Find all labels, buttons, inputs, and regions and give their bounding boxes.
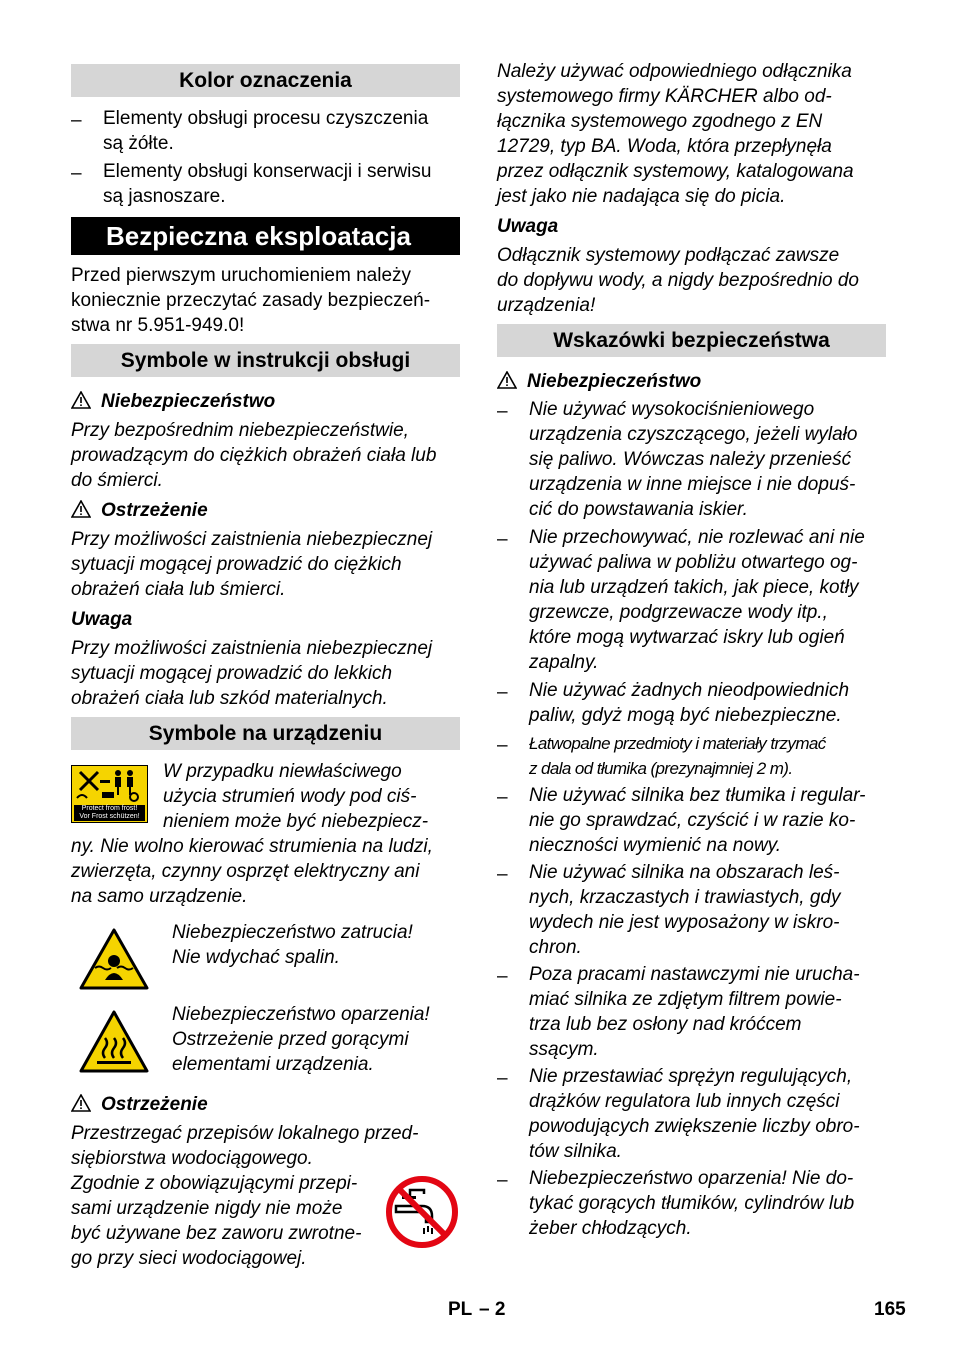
intro-line-1: Przed pierwszym uruchomieniem należy: [71, 265, 412, 286]
dash-marker: –: [497, 1068, 508, 1089]
safety-heading: Wskazówki bezpieczeństwa: [497, 324, 886, 357]
safety-item-4-line-2: z dala od tłumika (prezynajmniej 2 m).: [529, 759, 793, 778]
warning2-label-row: [71, 1092, 208, 1117]
safety-item-6-line-1: Nie używać silnika na obszarach leś-: [529, 862, 840, 883]
dash-marker: –: [497, 1170, 508, 1191]
intro-line-3: stwa nr 5.951-949.0!: [71, 315, 245, 336]
safety-item-8-line-2: drążków regulatora lub innych części: [529, 1091, 840, 1112]
symbole-heading: Symbole w instrukcji obsługi: [71, 344, 460, 377]
footer-language: PL: [448, 1299, 473, 1320]
footer-page-number: 165: [874, 1299, 906, 1320]
hot-surface-warning-icon: [79, 1010, 149, 1073]
warning-triangle-icon: [71, 1094, 91, 1112]
safety-item-2-line-3: nia lub urządzeń takich, jak piece, kotły: [529, 577, 859, 598]
safety-item-6-line-4: chron.: [529, 937, 582, 958]
safety-item-9-line-2: tykać gorących tłumików, cylindrów lub: [529, 1193, 855, 1214]
safety-item-1-line-3: się paliwo. Wówczas należy przenieść: [529, 449, 852, 470]
dash-marker: –: [497, 787, 508, 808]
intro-line-2: koniecznie przeczytać zasady bezpieczeń-: [71, 290, 431, 311]
safety-item-1-line-4: urządzenia w inne miejsce i nie dopuś-: [529, 474, 856, 495]
safety-item-2-line-4: grzewcze, podgrzewacze wody itp.,: [529, 602, 828, 623]
safety-item-2-line-1: Nie przechowywać, nie rozlewać ani nie: [529, 527, 865, 548]
safety-item-1-line-5: cić do powstawania iskier.: [529, 499, 748, 520]
safety-item-2-line-6: zapalny.: [529, 652, 599, 673]
not-drinking-water-icon: [386, 1176, 458, 1248]
dash-marker: –: [497, 401, 508, 422]
safety-item-7-line-1: Poza pracami nastawczymi nie urucha-: [529, 964, 860, 985]
footer-page-sequence: – 2: [479, 1299, 506, 1320]
right-top-line-2: systemowego firmy KÄRCHER albo od-: [497, 86, 832, 107]
warning-text-line-1: Przy możliwości zaistnienia niebezpiecznej: [71, 529, 433, 550]
safety-item-5-line-1: Nie używać silnika bez tłumika i regular-: [529, 785, 866, 806]
safety-item-4-line-1: Łatwopalne przedmioty i materiały trzymać: [529, 734, 826, 753]
safety-item-6-line-2: nych, krzaczastych i trawiastych, gdy: [529, 887, 841, 908]
warning2-text-line-5: być używane bez zaworu zwrotne-: [71, 1223, 362, 1244]
right-caution-line-2: do dopływu wody, a nigdy bezpośrednio do: [497, 270, 859, 291]
jet-text-line-4: ny. Nie wolno kierować strumienia na ludzi,: [71, 836, 433, 857]
safety-item-9-line-1: Niebezpieczeństwo oparzenia! Nie do-: [529, 1168, 854, 1189]
safety-item-7-line-3: trza lub bez osłony nad króćcem: [529, 1014, 802, 1035]
warning2-text-line-3: Zgodnie z obowiązującymi przepi-: [71, 1173, 358, 1194]
safety-item-2-line-5: które mogą wytwarzać iskry lub ogień: [529, 627, 845, 648]
safety-item-5-line-3: nieczności wymienić na nowy.: [529, 835, 782, 856]
kolor-item-1-line-1: Elementy obsługi procesu czyszczenia: [103, 108, 429, 129]
right-top-line-4: 12729, typ BA. Woda, która przepłynęła: [497, 136, 832, 157]
safety-item-1-line-1: Nie używać wysokociśnieniowego: [529, 399, 815, 420]
warning2-label: Ostrzeżenie: [101, 1094, 208, 1115]
right-top-line-1: Należy używać odpowiedniego odłącznika: [497, 61, 852, 82]
jet-text-line-6: na samo urządzenie.: [71, 886, 248, 907]
jet-text-line-1: W przypadku niewłaściwego: [163, 761, 402, 782]
kolor-item-2-line-1: Elementy obsługi konserwacji i serwisu: [103, 161, 432, 182]
dash-marker: –: [497, 682, 508, 703]
warning-text-line-3: obrażeń ciała lub śmierci.: [71, 579, 286, 600]
right-top-line-3: łącznika systemowego zgodnego z EN: [497, 111, 823, 132]
caution-text-line-3: obrażeń ciała lub szkód materialnych.: [71, 688, 388, 709]
warning-triangle-icon: [71, 500, 91, 518]
dash-marker: –: [497, 529, 508, 550]
danger-text-line-1: Przy bezpośrednim niebezpieczeństwie,: [71, 420, 409, 441]
safety-item-5-line-2: nie go sprawdzać, czyścić i w razie ko-: [529, 810, 856, 831]
warning-triangle-icon: [497, 371, 517, 389]
warning-triangle-icon: [71, 391, 91, 409]
safety-item-8-line-4: tów silnika.: [529, 1141, 622, 1162]
safety-item-8-line-3: powodujących zwiększenie liczby obro-: [529, 1116, 860, 1137]
warning2-text-line-1: Przestrzegać przepisów lokalnego przed-: [71, 1123, 419, 1144]
danger-label-row: [71, 389, 275, 414]
poison-text-line-1: Niebezpieczeństwo zatrucia!: [172, 922, 413, 943]
safety-item-3-line-1: Nie używać żadnych nieodpowiednich: [529, 680, 850, 701]
poison-text-line-2: Nie wdychać spalin.: [172, 947, 340, 968]
jet-text-line-3: nieniem może być niebezpiecz-: [163, 811, 429, 832]
danger-text-line-3: do śmierci.: [71, 470, 163, 491]
dash-marker: –: [71, 110, 82, 131]
kolor-heading: Kolor oznaczenia: [71, 64, 460, 97]
warning-text-line-2: sytuacji mogącej prowadzić do ciężkich: [71, 554, 402, 575]
warning2-text-line-6: go przy sieci wodociągowej.: [71, 1248, 307, 1269]
right-caution-line-3: urządzenia!: [497, 295, 596, 316]
burn-text-line-1: Niebezpieczeństwo oparzenia!: [172, 1004, 430, 1025]
caution-label: Uwaga: [71, 609, 133, 630]
safety-item-8-line-1: Nie przestawiać sprężyn regulujących,: [529, 1066, 853, 1087]
right-top-line-6: jest jako nie nadająca się do picia.: [497, 186, 786, 207]
jet-warning-sticker: [71, 765, 148, 823]
safety-item-7-line-2: miać silnika ze zdjętym filtrem powie-: [529, 989, 842, 1010]
frost-label-line-1: Protect from frost!: [74, 805, 145, 813]
jet-danger-pictogram-icon: [72, 766, 147, 804]
caution-text-line-1: Przy możliwości zaistnienia niebezpiecznej: [71, 638, 433, 659]
poison-gas-warning-icon: [79, 928, 149, 990]
right-caution-label: Uwaga: [497, 216, 559, 237]
kolor-item-2-line-2: są jasnoszare.: [103, 186, 226, 207]
safety-item-6-line-3: wydech nie jest wyposażony w iskro-: [529, 912, 840, 933]
safety-item-1-line-2: urządzenia czyszczącego, jeżeli wylało: [529, 424, 858, 445]
safety-item-3-line-2: paliw, gdyż mogą być niebezpieczne.: [529, 705, 842, 726]
safety-item-9-line-3: żeber chłodzących.: [529, 1218, 692, 1239]
burn-text-line-2: Ostrzeżenie przed gorącymi: [172, 1029, 409, 1050]
dash-marker: –: [497, 735, 508, 756]
dash-marker: –: [497, 966, 508, 987]
jet-text-line-5: zwierzęta, czynny osprzęt elektryczny ani: [71, 861, 420, 882]
dash-marker: –: [71, 163, 82, 184]
device-symbols-heading: Symbole na urządzeniu: [71, 717, 460, 750]
caution-text-line-2: sytuacji mogącej prowadzić do lekkich: [71, 663, 393, 684]
kolor-item-1-line-2: są żółte.: [103, 133, 174, 154]
frost-label-line-2: Vor Frost schützen!: [74, 813, 145, 821]
burn-text-line-3: elementami urządzenia.: [172, 1054, 374, 1075]
warning-label-row: [71, 498, 208, 523]
right-danger-label-row: [497, 369, 701, 394]
jet-text-line-2: użycia strumień wody pod ciś-: [163, 786, 417, 807]
right-top-line-5: przez odłącznik systemowy, katalogowana: [497, 161, 854, 182]
danger-label: Niebezpieczeństwo: [101, 391, 276, 412]
dash-marker: –: [497, 864, 508, 885]
warning2-text-line-4: sami urządzenie nigdy nie może: [71, 1198, 343, 1219]
warning2-text-line-2: siębiorstwa wodociągowego.: [71, 1148, 313, 1169]
danger-text-line-2: prowadzącym do ciężkich obrażeń ciała lub: [71, 445, 437, 466]
main-section-heading: Bezpieczna eksploatacja: [71, 217, 460, 255]
safety-item-7-line-4: ssącym.: [529, 1039, 599, 1060]
right-caution-line-1: Odłącznik systemowy podłączać zawsze: [497, 245, 840, 266]
warning-label: Ostrzeżenie: [101, 500, 208, 521]
safety-item-2-line-2: używać paliwa w pobliżu otwartego og-: [529, 552, 858, 573]
right-danger-label: Niebezpieczeństwo: [527, 371, 702, 392]
